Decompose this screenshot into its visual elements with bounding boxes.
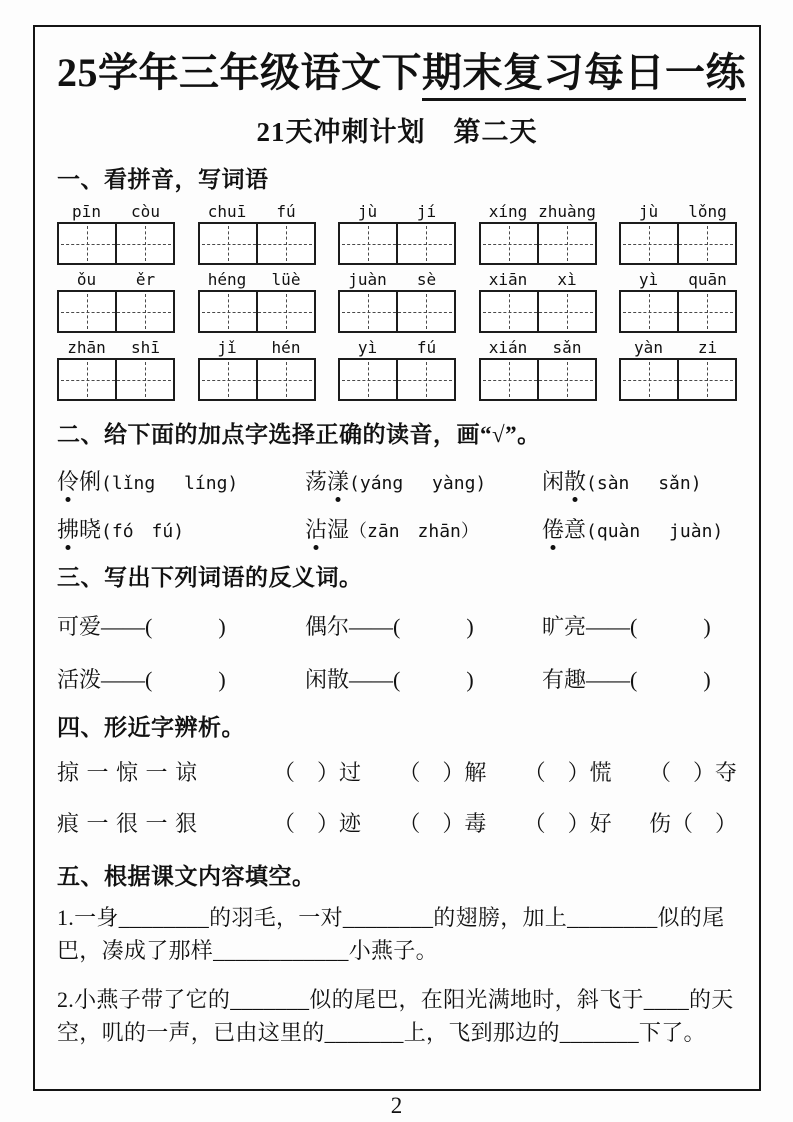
writing-box xyxy=(198,222,316,265)
pinyin-labels xyxy=(619,202,737,221)
pinyin-label: xiān xyxy=(488,270,528,289)
dotted-word xyxy=(542,469,586,494)
pinyin-row xyxy=(57,270,737,333)
pinyin-label: jù xyxy=(638,202,659,221)
dotted-word xyxy=(305,517,349,542)
writing-box xyxy=(57,222,175,265)
pinyin-label: fú xyxy=(276,202,296,221)
reading-choice-item xyxy=(57,465,305,496)
near-char-row xyxy=(57,756,737,787)
pinyin-word-box xyxy=(479,338,597,401)
pinyin-label: héng xyxy=(207,270,247,289)
antonym-item: 偶尔——( ) xyxy=(305,614,474,639)
writing-cell xyxy=(115,360,173,399)
writing-box xyxy=(619,222,737,265)
pinyin-options: (sàn sǎn) xyxy=(586,473,702,494)
reading-choice-item xyxy=(542,465,737,496)
pinyin-label: yì xyxy=(638,270,659,289)
dotted-word xyxy=(57,469,101,494)
writing-box xyxy=(338,222,456,265)
writing-box xyxy=(479,222,597,265)
pinyin-row xyxy=(57,202,737,265)
pinyin-label: jǐ xyxy=(217,338,237,357)
pinyin-labels xyxy=(198,270,316,289)
writing-cell xyxy=(340,360,396,399)
pinyin-label: ǒu xyxy=(76,270,97,289)
pinyin-label: zi xyxy=(697,338,718,357)
dotted-char: 伶 xyxy=(57,465,79,496)
writing-box xyxy=(479,290,597,333)
pinyin-word-box xyxy=(338,270,456,333)
dotted-char: 漾 xyxy=(327,465,349,496)
blank-slot: （ ）迹 xyxy=(273,811,362,836)
antonym-item: 旷亮——( ) xyxy=(542,614,711,639)
pinyin-labels xyxy=(479,338,597,357)
pinyin-label: xì xyxy=(557,270,577,289)
pinyin-label: jí xyxy=(416,202,437,221)
pinyin-word-box xyxy=(198,270,316,333)
pinyin-labels xyxy=(619,338,737,357)
pinyin-grid xyxy=(57,202,737,401)
antonym-item: 闲散——( ) xyxy=(305,667,474,692)
pinyin-label: xíng xyxy=(488,202,528,221)
antonym-item: 有趣——( ) xyxy=(542,667,711,692)
writing-cell xyxy=(537,292,595,331)
blank-slot: （ ）解 xyxy=(398,760,487,785)
writing-cell xyxy=(115,224,173,263)
pinyin-label: shī xyxy=(131,338,160,357)
pinyin-word-box xyxy=(198,202,316,265)
pinyin-labels xyxy=(479,270,597,289)
pinyin-word-box xyxy=(619,338,737,401)
dotted-char: 拂 xyxy=(57,513,79,544)
pinyin-labels xyxy=(198,202,316,221)
word-char: 意 xyxy=(564,517,587,542)
pinyin-label: ěr xyxy=(135,270,156,289)
title-plain: 25学年三年级语文下 xyxy=(57,50,422,95)
pinyin-label: yì xyxy=(357,338,378,357)
near-char-row xyxy=(57,807,737,838)
pinyin-options: (lǐng líng) xyxy=(101,473,239,494)
pinyin-labels xyxy=(619,270,737,289)
blank-slots xyxy=(273,756,737,787)
page-subtitle: 21天冲刺计划 第二天 xyxy=(256,117,538,147)
writing-box xyxy=(619,358,737,401)
pinyin-label: zhān xyxy=(67,338,106,357)
writing-cell xyxy=(200,292,256,331)
pinyin-word-box xyxy=(479,270,597,333)
page-number: 2 xyxy=(390,1093,403,1118)
pinyin-word-box xyxy=(57,270,175,333)
pinyin-label: zhuàng xyxy=(538,202,596,221)
writing-box xyxy=(479,358,597,401)
pinyin-label: lǒng xyxy=(688,202,727,221)
dotted-word xyxy=(305,469,349,494)
blank-slot: 伤（ ） xyxy=(648,811,737,836)
writing-cell xyxy=(677,224,735,263)
pinyin-label: jù xyxy=(357,202,378,221)
antonym-grid xyxy=(57,610,737,694)
pinyin-label: xián xyxy=(488,338,528,357)
word-char: 荡 xyxy=(305,469,328,494)
pinyin-options: (yáng yàng) xyxy=(349,473,487,494)
char-group: 痕 一 很 一 狠 xyxy=(57,811,199,836)
pinyin-word-box xyxy=(619,202,737,265)
writing-cell xyxy=(59,360,115,399)
writing-cell xyxy=(59,224,115,263)
dotted-word xyxy=(542,517,586,542)
pinyin-label: còu xyxy=(131,202,160,221)
reading-choice-item xyxy=(57,513,305,544)
writing-cell xyxy=(481,224,537,263)
dotted-char: 沾 xyxy=(305,513,327,544)
writing-box xyxy=(57,358,175,401)
fill-in-paragraph: 2.小燕子带了它的_______似的尾巴，在阳光满地时，斜飞于____的天空，叽的一声，已由这里的_______上，飞到那边的_______下了。 xyxy=(57,987,734,1045)
writing-box xyxy=(57,290,175,333)
pinyin-labels xyxy=(479,202,597,221)
word-char: 闲 xyxy=(542,469,565,494)
writing-cell xyxy=(677,292,735,331)
section1-heading: 一、看拼音，写词语 xyxy=(57,167,269,192)
fill-in-paragraph: 1.一身________的羽毛，一对________的翅膀，加上________似的尾巴，凑成了那样____________小燕子。 xyxy=(57,905,725,963)
blank-slot: （ ）慌 xyxy=(523,760,612,785)
writing-cell xyxy=(677,360,735,399)
writing-box xyxy=(198,290,316,333)
section3-heading: 三、写出下列词语的反义词。 xyxy=(57,565,363,590)
reading-choice-item xyxy=(305,465,542,496)
pinyin-label: fú xyxy=(416,338,437,357)
section2-heading: 二、给下面的加点字选择正确的读音，画“√”。 xyxy=(57,422,541,447)
pinyin-word-box xyxy=(198,338,316,401)
pinyin-label: sǎn xyxy=(552,338,582,357)
writing-cell xyxy=(621,360,677,399)
writing-cell xyxy=(340,292,396,331)
pinyin-word-box xyxy=(338,202,456,265)
writing-cell xyxy=(481,292,537,331)
writing-cell xyxy=(256,224,314,263)
pinyin-labels xyxy=(57,202,175,221)
writing-cell xyxy=(340,224,396,263)
word-char: 俐 xyxy=(79,469,102,494)
blank-slot: （ ）好 xyxy=(523,811,612,836)
pinyin-label: yàn xyxy=(634,338,663,357)
pinyin-word-box xyxy=(57,338,175,401)
word-char: 晓 xyxy=(79,517,102,542)
pinyin-label: pīn xyxy=(72,202,101,221)
blank-slot: （ ）过 xyxy=(273,760,362,785)
title-underlined: 期末复习每日一练 xyxy=(422,50,746,101)
writing-cell xyxy=(256,292,314,331)
dotted-char: 散 xyxy=(564,465,586,496)
pinyin-word-box xyxy=(479,202,597,265)
dotted-char: 倦 xyxy=(542,513,564,544)
writing-cell xyxy=(537,224,595,263)
pinyin-options: （zān zhān） xyxy=(349,521,479,542)
pinyin-labels xyxy=(57,338,175,357)
writing-cell xyxy=(396,360,454,399)
pinyin-word-box xyxy=(57,202,175,265)
char-group: 掠 一 惊 一 谅 xyxy=(57,760,199,785)
blank-slots xyxy=(273,807,737,838)
pinyin-label: quān xyxy=(688,270,727,289)
pinyin-label: juàn xyxy=(348,270,387,289)
pinyin-label: chuī xyxy=(207,202,247,221)
pinyin-labels xyxy=(57,270,175,289)
writing-box xyxy=(198,358,316,401)
writing-cell xyxy=(115,292,173,331)
blank-slot: （ ）夺 xyxy=(648,760,737,785)
pinyin-labels xyxy=(198,338,316,357)
pinyin-labels xyxy=(338,202,456,221)
pinyin-label: sè xyxy=(416,270,437,289)
dotted-word xyxy=(57,517,101,542)
writing-cell xyxy=(200,360,256,399)
reading-choice-item xyxy=(305,513,542,544)
section5-heading: 五、根据课文内容填空。 xyxy=(57,864,316,889)
section4-heading: 四、形近字辨析。 xyxy=(57,715,245,740)
writing-cell xyxy=(396,292,454,331)
writing-cell xyxy=(537,360,595,399)
pinyin-label: lüè xyxy=(271,270,301,289)
pinyin-labels xyxy=(338,270,456,289)
word-char: 湿 xyxy=(327,517,350,542)
pinyin-labels xyxy=(338,338,456,357)
pinyin-label: hén xyxy=(271,338,301,357)
pinyin-word-box xyxy=(338,338,456,401)
reading-choice-grid xyxy=(57,465,737,544)
writing-cell xyxy=(59,292,115,331)
writing-cell xyxy=(256,360,314,399)
fill-in-paragraphs xyxy=(57,901,737,1049)
pinyin-options: (fó fú) xyxy=(101,521,185,542)
antonym-item: 活泼——( ) xyxy=(57,667,226,692)
writing-cell xyxy=(481,360,537,399)
writing-cell xyxy=(200,224,256,263)
page-border-frame xyxy=(33,25,761,1091)
writing-box xyxy=(619,290,737,333)
near-character-rows xyxy=(57,756,737,838)
writing-cell xyxy=(621,292,677,331)
pinyin-word-box xyxy=(619,270,737,333)
antonym-item: 可爱——( ) xyxy=(57,614,226,639)
pinyin-options: (quàn juàn) xyxy=(586,521,724,542)
writing-cell xyxy=(621,224,677,263)
writing-cell xyxy=(396,224,454,263)
blank-slot: （ ）毒 xyxy=(398,811,487,836)
pinyin-row xyxy=(57,338,737,401)
reading-choice-item xyxy=(542,513,737,544)
writing-box xyxy=(338,290,456,333)
page-title xyxy=(57,41,746,98)
writing-box xyxy=(338,358,456,401)
